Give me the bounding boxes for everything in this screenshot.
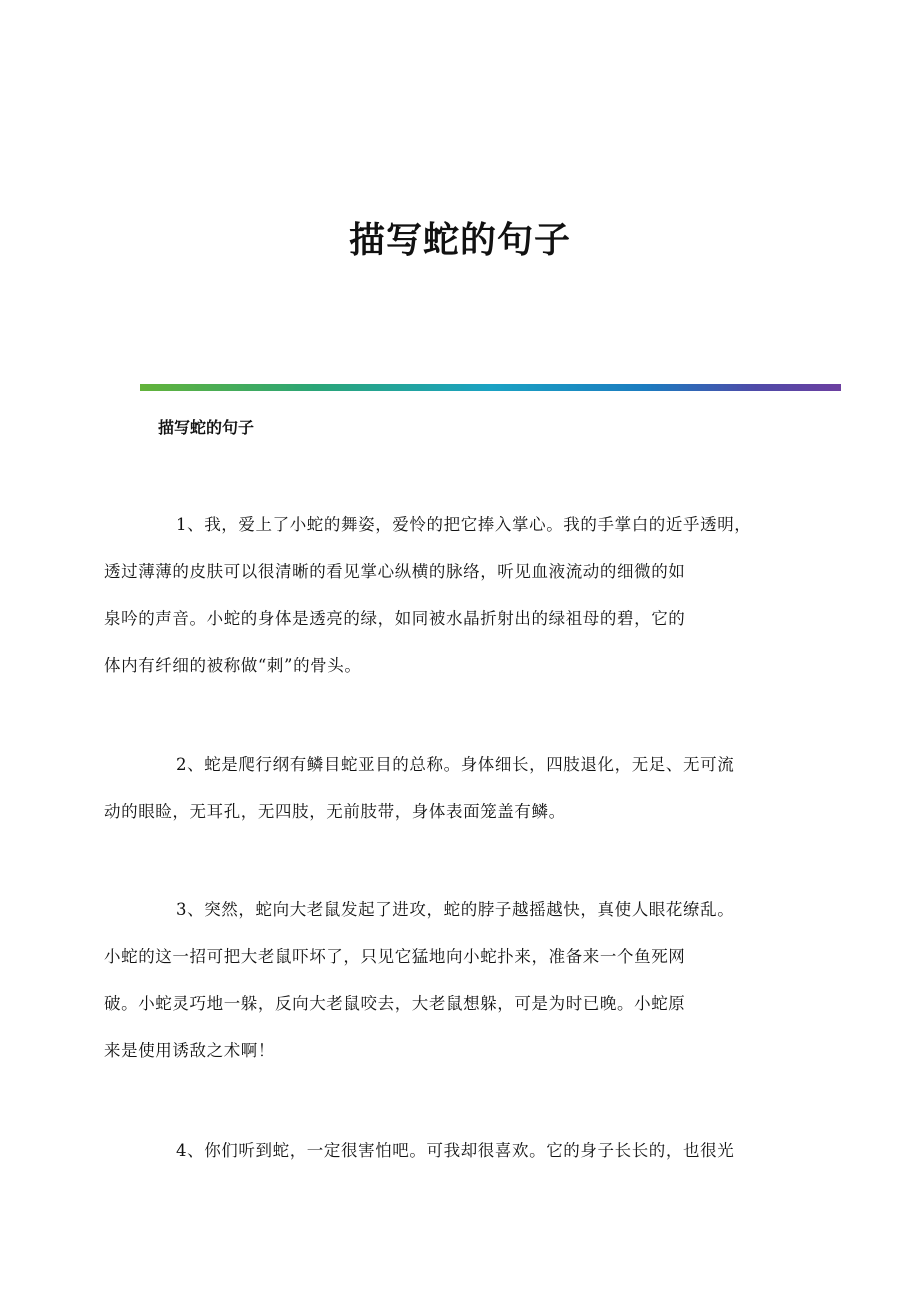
document-title: 描写蛇的句子: [348, 219, 571, 261]
paragraph-line: 1、我，爱上了小蛇的舞姿，爱怜的把它捧入掌心。我的手掌白的近乎透明，: [176, 515, 752, 534]
paragraph-line: 破。小蛇灵巧地一躲，反向大老鼠咬去，大老鼠想躲，可是为时已晚。小蛇原: [104, 994, 686, 1013]
paragraph-2: [104, 741, 790, 835]
paragraph-line: 动的眼睑，无耳孔，无四肢，无前肢带，身体表面笼盖有鳞。: [104, 802, 566, 821]
paragraph-1: [104, 501, 790, 689]
paragraph-line: 体内有纤细的被称做“刺”的骨头。: [104, 656, 362, 675]
paragraph-line: 泉吟的声音。小蛇的身体是透亮的绿，如同被水晶折射出的绿祖母的碧，它的: [104, 609, 686, 628]
paragraph-line: 来是使用诱敌之术啊！: [104, 1041, 275, 1060]
paragraph-line: 3、突然，蛇向大老鼠发起了进攻，蛇的脖子越摇越快，真使人眼花缭乱。: [176, 900, 735, 919]
paragraph-line: 透过薄薄的皮肤可以很清晰的看见掌心纵横的脉络，听见血液流动的细微的如: [104, 562, 686, 581]
paragraph-line: 小蛇的这一招可把大老鼠吓坏了，只见它猛地向小蛇扑来，准备来一个鱼死网: [104, 947, 686, 966]
paragraph-line: 4、你们听到蛇，一定很害怕吧。可我却很喜欢。它的身子长长的，也很光: [176, 1141, 735, 1160]
paragraph-line: 2、蛇是爬行纲有鳞目蛇亚目的总称。身体细长，四肢退化，无足、无可流: [176, 755, 735, 774]
paragraph-3: [104, 886, 790, 1074]
section-heading: 描写蛇的句子: [158, 418, 255, 437]
gradient-divider: [140, 384, 841, 391]
paragraph-4: [140, 1127, 790, 1174]
